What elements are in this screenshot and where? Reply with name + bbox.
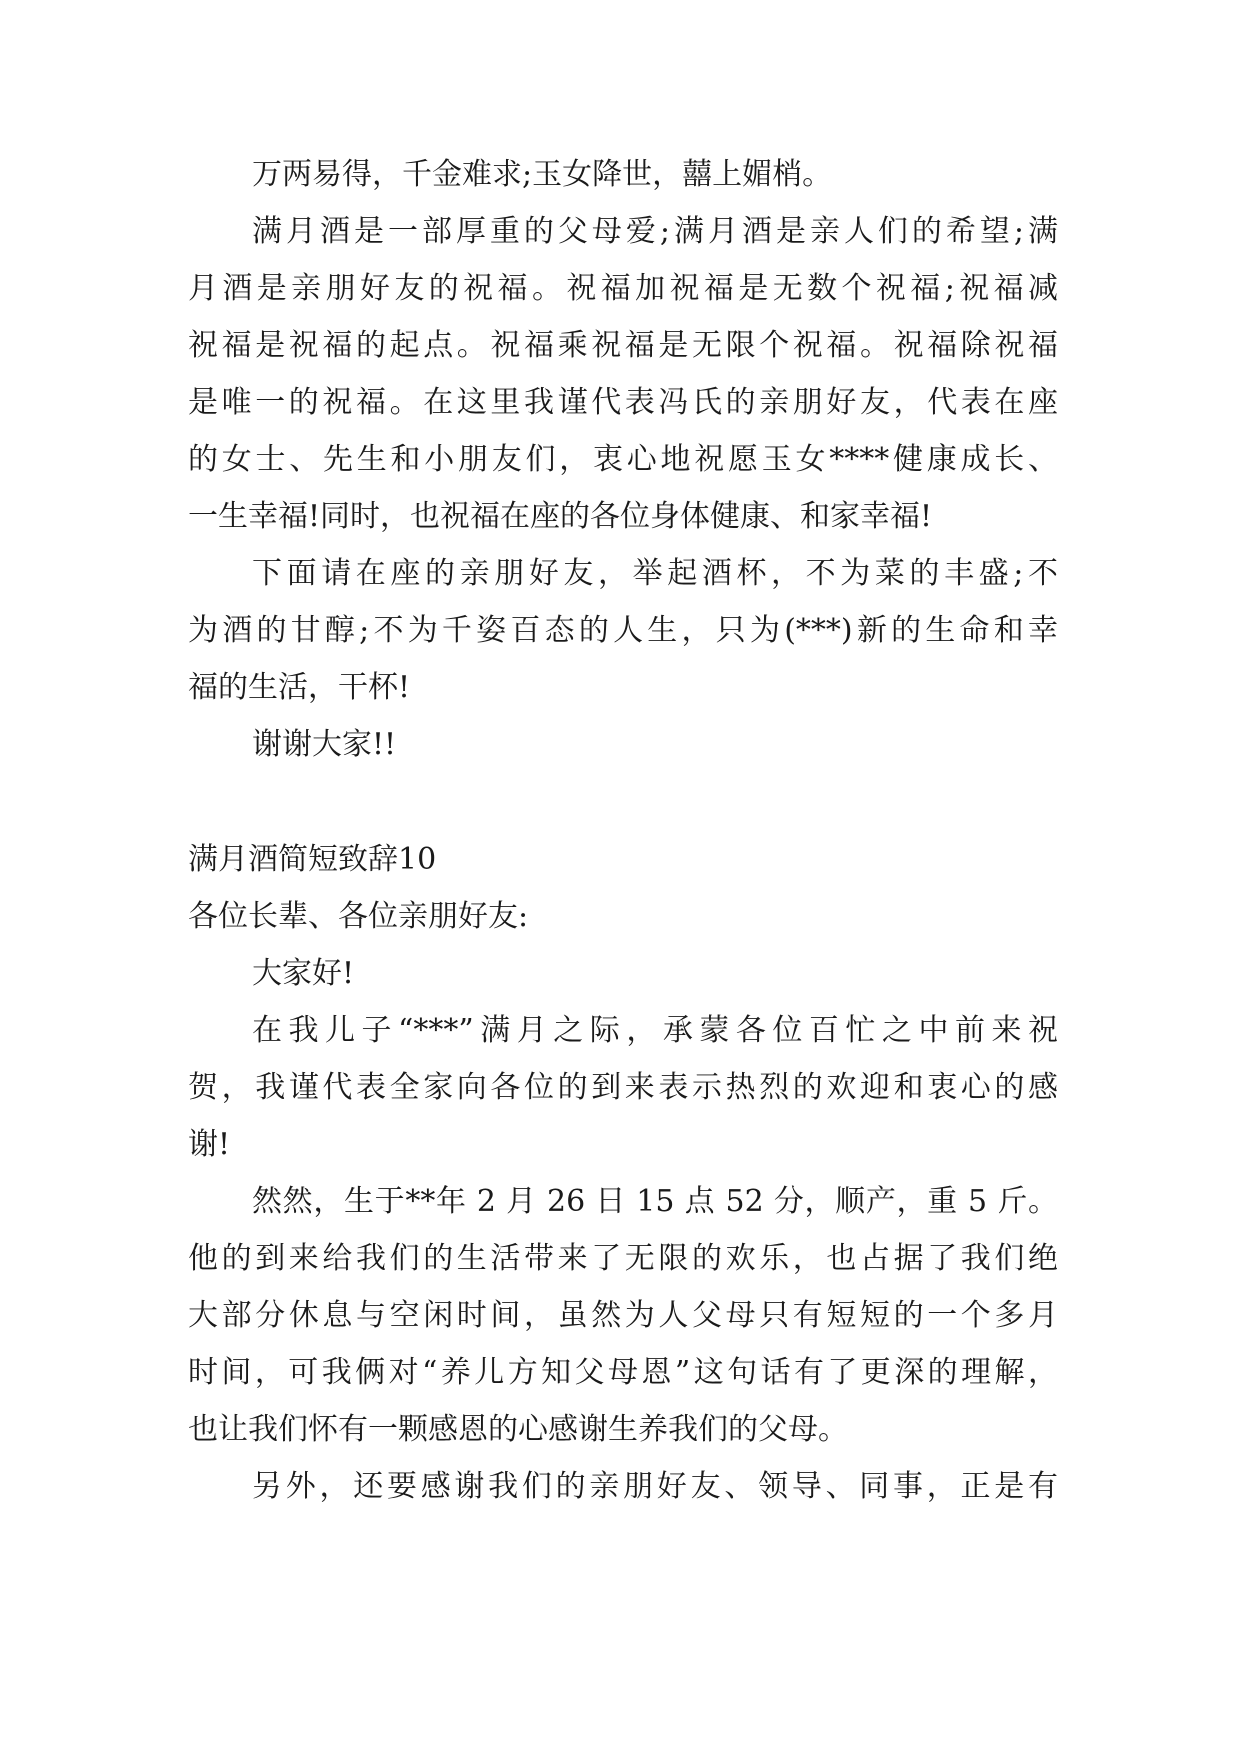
text-line: 是唯一的祝福。在这里我谨代表冯氏的亲朋好友，代表在座 xyxy=(188,385,1058,420)
text-line: 时间，可我俩对“养儿方知父母恩”这句话有了更深的理解， xyxy=(188,1355,1058,1390)
text-line: 月酒是亲朋好友的祝福。祝福加祝福是无数个祝福;祝福减 xyxy=(188,271,1058,306)
text-line: 祝福是祝福的起点。祝福乘祝福是无限个祝福。祝福除祝福 xyxy=(188,328,1058,363)
text-line: 为酒的甘醇;不为千姿百态的人生，只为(***)新的生命和幸 xyxy=(188,613,1058,648)
text-line: 下面请在座的亲朋好友，举起酒杯，不为菜的丰盛;不 xyxy=(252,556,1058,591)
salutation: 各位长辈、各位亲朋好友: xyxy=(188,899,529,934)
text-line: 另外，还要感谢我们的亲朋好友、领导、同事，正是有 xyxy=(252,1469,1058,1504)
section-heading: 满月酒简短致辞10 xyxy=(188,842,437,877)
text-line: 贺，我谨代表全家向各位的到来表示热烈的欢迎和衷心的感 xyxy=(188,1070,1058,1105)
text-line: 他的到来给我们的生活带来了无限的欢乐，也占据了我们绝 xyxy=(188,1241,1058,1276)
text-line: 谢! xyxy=(188,1127,231,1162)
text-line: 然然，生于**年 2 月 26 日 15 点 52 分，顺产，重 5 斤。 xyxy=(252,1184,1058,1219)
text-line: 大部分休息与空闲时间，虽然为人父母只有短短的一个多月 xyxy=(188,1298,1058,1333)
text-line: 万两易得，千金难求;玉女降世，囍上媚梢。 xyxy=(252,157,833,192)
text-line: 一生幸福!同时，也祝福在座的各位身体健康、和家幸福! xyxy=(188,499,933,534)
text-line: 的女士、先生和小朋友们，衷心地祝愿玉女****健康成长、 xyxy=(188,442,1058,477)
text-line: 谢谢大家!! xyxy=(252,727,397,762)
text-line: 大家好! xyxy=(252,956,355,991)
text-line: 在我儿子“***”满月之际，承蒙各位百忙之中前来祝 xyxy=(252,1013,1058,1048)
text-line: 也让我们怀有一颗感恩的心感谢生养我们的父母。 xyxy=(188,1412,848,1447)
text-line: 满月酒是一部厚重的父母爱;满月酒是亲人们的希望;满 xyxy=(252,214,1058,249)
text-line: 福的生活，干杯! xyxy=(188,670,411,705)
